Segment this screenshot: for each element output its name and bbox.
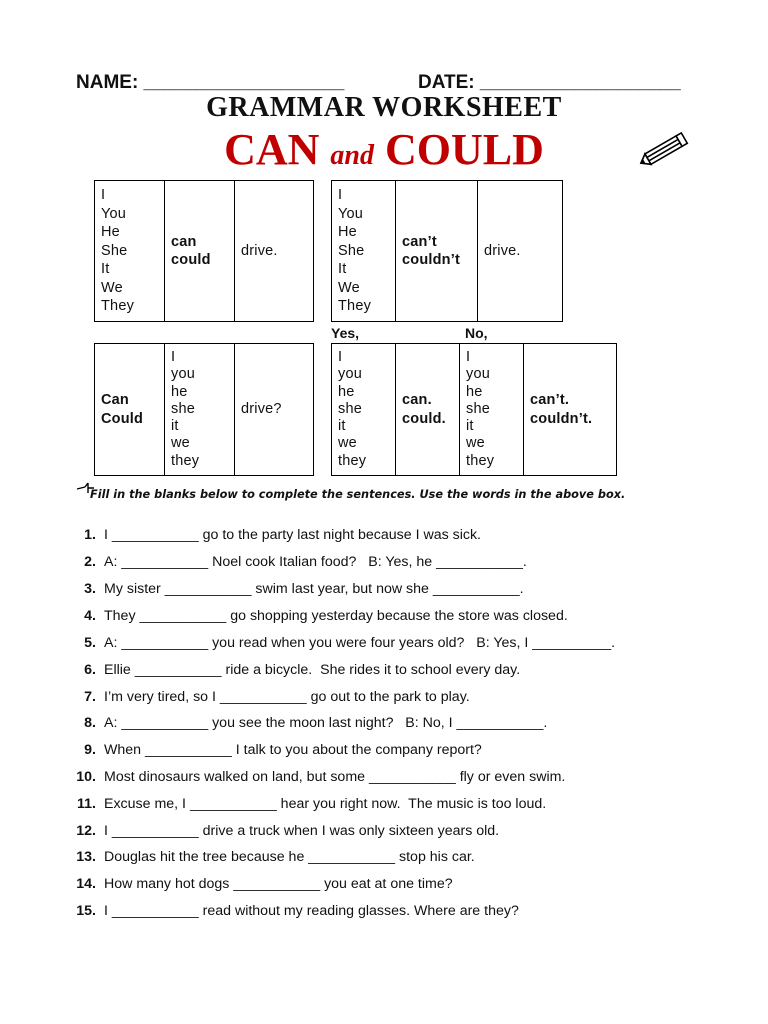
verb: drive? [241,401,282,418]
question-item [72,714,547,732]
question-number: 7. [84,689,96,705]
verb: drive. [241,242,278,259]
pronoun: He [338,224,357,241]
subject-pronoun-column [165,344,235,475]
no-pronoun-column [460,344,524,475]
modal: can [171,233,197,250]
name-field[interactable]: NAME: ___________________ [76,72,345,93]
pronoun: we [338,435,357,452]
question-item [72,741,482,759]
yes-label: Yes, [331,325,360,341]
pronoun: it [171,418,179,435]
subtitle-could: COULD [374,125,544,174]
subject-pronoun-column [332,181,396,321]
question-text[interactable]: Ellie ___________ ride a bicycle. She rides it to school every day. [104,662,521,678]
modal: Can [101,392,129,408]
pronoun: It [338,261,347,278]
modal: could [171,252,211,268]
pronoun: we [171,435,190,452]
question-text[interactable]: I ___________ go to the party last night because I was sick. [104,527,482,543]
question-number: 10. [76,769,96,785]
modal: can’t [402,233,437,250]
pronoun: you [338,366,362,383]
yes-pronoun-column [332,344,396,475]
pronoun: I [338,348,343,365]
question-text[interactable]: My sister ___________ swim last year, but now she ___________. [104,581,524,597]
question-text[interactable]: When ___________ I talk to you about the company report? [104,742,482,758]
yes-modal-column [396,344,460,475]
question-box [94,343,314,476]
pronoun: They [101,298,135,315]
question-item [72,607,568,625]
pencil-icon [636,128,692,174]
question-item [72,768,565,786]
pronoun: it [338,418,346,435]
date-field[interactable]: DATE: ___________________ [418,72,681,93]
pronoun: they [171,452,200,469]
verb-column [235,344,313,475]
modal: can’t. [530,392,570,408]
modal: Could [101,410,144,427]
pronoun: You [338,205,364,222]
question-text[interactable]: They ___________ go shopping yesterday because the store was closed. [104,608,568,624]
modal-column [396,181,478,321]
question-text[interactable]: Douglas hit the tree because he ___________ stop his car. [104,849,475,865]
subject-pronoun-column [95,181,165,321]
modal-column [165,181,235,321]
pronoun: they [466,452,495,469]
question-text[interactable]: How many hot dogs ___________ you eat at one time? [104,876,453,892]
short-answer-box [331,343,617,476]
question-item [72,875,453,893]
question-text[interactable]: A: ___________ you read when you were four years old? B: Yes, I __________. [104,635,616,651]
modal: couldn’t. [530,410,593,427]
pronoun: she [338,400,362,417]
question-item [72,580,524,598]
pronoun: You [101,205,127,222]
pronoun: he [171,383,188,400]
worksheet-title: GRAMMAR WORKSHEET [206,92,562,123]
question-number: 15. [76,903,96,919]
question-number: 9. [84,742,96,758]
question-text[interactable]: A: ___________ Noel cook Italian food? B: Yes, he ___________. [104,554,527,570]
question-number: 5. [84,635,96,651]
subtitle-can: CAN [224,125,331,174]
pronoun: he [338,383,355,400]
pronoun: he [466,383,483,400]
affirmative-box [94,180,314,322]
pronoun: They [338,298,372,315]
question-number: 12. [76,823,96,839]
question-number: 3. [84,581,96,597]
question-item [72,526,481,544]
question-number: 8. [84,715,96,731]
pronoun: you [466,366,490,383]
pronoun: We [338,279,360,296]
negative-box [331,180,563,322]
verb-column [478,181,562,321]
pronoun: I [466,348,471,365]
question-number: 14. [76,876,96,892]
modal: could. [402,410,446,427]
pronoun: He [101,224,120,241]
question-number: 11. [77,796,96,812]
question-text[interactable]: I’m very tired, so I ___________ go out to the park to play. [104,689,470,705]
question-number: 6. [84,662,96,678]
question-item [72,822,499,840]
pronoun: it [466,418,474,435]
instructions: Fill in the blanks below to complete the sentences. Use the words in the above box. [90,488,626,501]
verb-column [235,181,313,321]
question-text[interactable]: I ___________ read without my reading glasses. Where are they? [104,903,519,919]
pronoun: She [101,242,128,259]
modal: couldn’t [402,252,460,268]
pronoun: I [338,187,343,204]
question-item [72,848,475,866]
question-text[interactable]: I ___________ drive a truck when I was only sixteen years old. [104,823,500,839]
modal-column [95,344,165,475]
pronoun: I [101,187,106,204]
question-number: 13. [76,849,96,865]
pronoun: It [101,261,110,278]
no-modal-column [524,344,616,475]
question-text[interactable]: A: ___________ you see the moon last night? B: No, I ___________. [104,715,548,731]
question-text[interactable]: Excuse me, I ___________ hear you right now. The music is too loud. [104,796,547,812]
question-item [72,553,527,571]
verb: drive. [484,242,521,259]
question-number: 2. [84,554,96,570]
pronoun: she [171,400,195,417]
pronoun: She [338,242,365,259]
question-number: 1. [84,527,96,543]
question-item [72,661,520,679]
no-label: No, [465,325,488,341]
modal: can. [402,392,432,408]
question-text[interactable]: Most dinosaurs walked on land, but some ___________ fly or even swim. [104,769,566,785]
subtitle-and: and [330,140,374,171]
question-item [72,688,470,706]
pronoun: We [101,279,123,296]
pronoun: they [338,452,367,469]
pronoun: I [171,348,176,365]
pronoun: she [466,400,490,417]
pronoun: we [466,435,485,452]
question-item [72,634,615,652]
question-item [72,795,546,813]
question-number: 4. [84,608,96,624]
pronoun: you [171,366,195,383]
question-item [72,902,519,920]
